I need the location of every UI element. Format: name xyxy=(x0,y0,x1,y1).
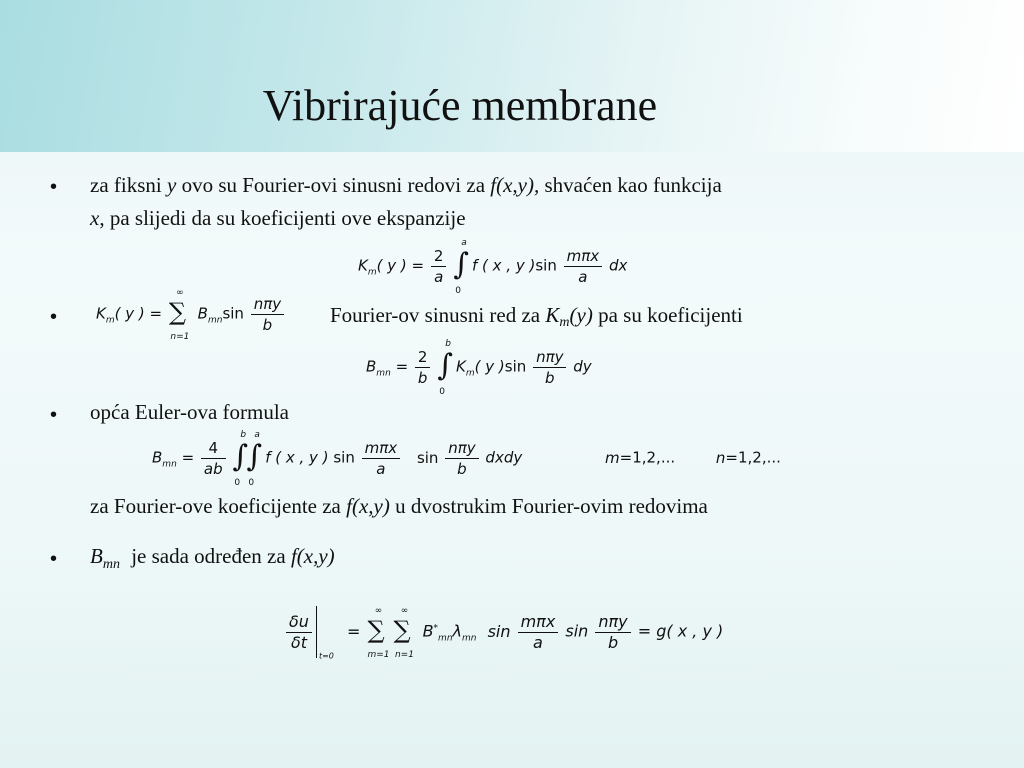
equation-km-series xyxy=(96,288,286,342)
eq-sin: sin xyxy=(487,621,511,641)
eq-term: K xyxy=(456,357,466,376)
var-fxy: f(x,y) xyxy=(346,494,390,518)
bullet-marker: • xyxy=(50,548,58,570)
eq-term: B xyxy=(366,357,377,376)
lower-limit: n=1 xyxy=(170,332,190,342)
eq-index-values: =1,2,... xyxy=(725,448,781,467)
denominator: a xyxy=(434,267,444,286)
paragraph-4 xyxy=(90,491,708,521)
eq-term: B xyxy=(197,304,208,323)
integral-sign: ∫ b 0 xyxy=(232,430,249,488)
text: je sada određen za xyxy=(125,544,291,568)
eq-sin: sin xyxy=(416,448,439,467)
eq-sign: = xyxy=(395,357,409,376)
var-B: B xyxy=(90,544,103,568)
eq-differential: dx xyxy=(608,256,628,275)
bullet-marker: • xyxy=(50,176,58,198)
var-y: y xyxy=(166,173,177,197)
eq-sign: = xyxy=(346,621,361,641)
eq-differential: dxdy xyxy=(485,448,523,467)
numerator: nπy xyxy=(595,613,630,633)
eq-sub: m xyxy=(105,315,115,326)
text: Fourier-ov sinusni red za xyxy=(330,303,546,327)
eq-sup: * xyxy=(433,623,439,634)
lower-limit: 0 xyxy=(248,478,255,488)
upper-limit: b xyxy=(445,339,451,349)
equation-bmn xyxy=(366,339,592,397)
eq-lambda: λ xyxy=(452,621,462,641)
fraction xyxy=(564,247,603,286)
eq-term: f ( x , y ) xyxy=(265,448,329,467)
eq-sign: = xyxy=(181,448,195,467)
fraction xyxy=(595,613,630,652)
denominator: a xyxy=(578,267,588,286)
upper-limit: ∞ xyxy=(176,288,184,298)
denominator: b xyxy=(457,459,467,478)
eq-index: n xyxy=(715,448,726,467)
eq-sub: mn xyxy=(207,315,223,326)
upper-limit: a xyxy=(461,238,467,248)
sum-sign: ∞ ∑ n=1 xyxy=(167,292,193,336)
var-sub: m xyxy=(559,315,570,330)
text: ovo su Fourier-ovi sinusni redovi za xyxy=(176,173,491,197)
denominator: b xyxy=(417,368,428,387)
var-x: x xyxy=(90,206,100,230)
fraction xyxy=(415,348,431,387)
var-y: (y) xyxy=(569,303,593,327)
numerator: nπy xyxy=(445,439,478,459)
upper-limit: ∞ xyxy=(374,606,383,616)
text: u dvostrukim Fourier-ovim redovima xyxy=(389,494,708,518)
bullet-marker: • xyxy=(50,306,58,328)
sum-sign: ∞ ∑ m=1 xyxy=(367,606,390,660)
fraction xyxy=(431,247,447,286)
equation-initial-velocity xyxy=(284,606,723,661)
eq-sin: sin xyxy=(333,448,355,467)
numerator: mπx xyxy=(362,439,401,459)
text: za fiksni xyxy=(90,173,167,197)
numerator: nπy xyxy=(251,295,284,315)
evaluation-point: t=0 xyxy=(318,651,334,661)
paragraph-5 xyxy=(90,541,335,580)
text: shvaćen kao funkcija xyxy=(539,173,722,197)
fraction xyxy=(518,613,559,652)
lower-limit: 0 xyxy=(455,286,461,296)
denominator: ab xyxy=(203,459,223,478)
eq-term: ( y ) xyxy=(114,304,145,323)
eq-term: K xyxy=(96,304,106,323)
eq-index-values: =1,2,... xyxy=(619,448,676,467)
denominator: δt xyxy=(290,632,307,652)
numerator: mπx xyxy=(518,613,559,633)
numerator: 2 xyxy=(415,348,431,368)
denominator: a xyxy=(533,632,543,652)
sum-sign: ∞ ∑ n=1 xyxy=(391,610,417,654)
upper-limit: ∞ xyxy=(400,606,409,616)
eq-term: B xyxy=(422,621,434,641)
eq-sub: mn xyxy=(162,459,177,470)
eq-sin: sin xyxy=(565,621,589,641)
eq-sin: sin xyxy=(535,256,557,275)
paragraph-1-line-2 xyxy=(90,203,466,233)
text: za Fourier-ove koeficijente za xyxy=(90,494,347,518)
var-fxy: f(x,y), xyxy=(490,173,540,197)
eq-term: g( x , y ) xyxy=(656,621,724,641)
fraction xyxy=(201,439,226,478)
integral-sign: ∫ b 0 xyxy=(437,339,453,397)
var-K: K xyxy=(545,303,560,327)
evaluation-bar xyxy=(316,606,317,658)
eq-sign: = xyxy=(411,256,425,275)
numerator: 4 xyxy=(201,439,226,459)
bullet-marker: • xyxy=(50,404,58,426)
numerator: mπx xyxy=(564,247,603,267)
eq-term: ( y ) xyxy=(474,357,505,376)
denominator: b xyxy=(607,632,619,652)
eq-sign: = xyxy=(637,621,652,641)
integral-sign: ∫ a 0 xyxy=(453,238,469,296)
denominator: b xyxy=(545,368,555,387)
text: , pa slijedi da su koeficijenti ove ekspanzije xyxy=(99,206,466,230)
eq-term: K xyxy=(358,256,368,275)
var-fxy: f(x,y) xyxy=(290,544,335,568)
eq-sin: sin xyxy=(222,304,244,323)
lower-limit: 0 xyxy=(439,387,445,397)
upper-limit: a xyxy=(254,430,260,440)
paragraph-1-line-1 xyxy=(90,170,722,200)
text: pa su koeficijenti xyxy=(592,303,743,327)
fraction xyxy=(533,348,566,387)
slide-title: Vibrirajuće membrane xyxy=(262,81,658,130)
lower-limit: n=1 xyxy=(394,650,414,660)
eq-sub: mn xyxy=(438,633,453,644)
eq-sub: m xyxy=(367,267,377,278)
eq-index: m xyxy=(605,448,620,467)
eq-differential: dy xyxy=(573,357,592,376)
eq-sin: sin xyxy=(504,357,527,376)
equation-km xyxy=(358,238,628,296)
numerator: nπy xyxy=(533,348,566,368)
eq-term: ( y ) xyxy=(376,256,407,275)
eq-sub: m xyxy=(465,368,475,379)
fraction xyxy=(251,295,284,334)
lower-limit: m=1 xyxy=(367,650,390,660)
var-sub: mn xyxy=(102,557,120,572)
integral-sign: ∫ a 0 xyxy=(246,430,263,488)
numerator: 2 xyxy=(431,247,447,267)
fraction xyxy=(445,439,478,478)
paragraph-3: opća Euler-ova formula xyxy=(90,400,289,424)
equation-euler xyxy=(152,430,781,488)
eq-sub: mn xyxy=(376,368,391,379)
numerator: δu xyxy=(286,613,312,633)
fraction xyxy=(362,439,401,478)
denominator: a xyxy=(376,459,386,478)
fraction xyxy=(286,613,312,652)
upper-limit: b xyxy=(240,430,247,440)
paragraph-2 xyxy=(330,300,743,338)
lower-limit: 0 xyxy=(234,478,241,488)
eq-term: f ( x , y ) xyxy=(472,256,536,275)
eq-sub: mn xyxy=(462,633,477,644)
denominator: b xyxy=(262,315,273,334)
eq-sign: = xyxy=(149,304,163,323)
eq-term: B xyxy=(152,448,163,467)
